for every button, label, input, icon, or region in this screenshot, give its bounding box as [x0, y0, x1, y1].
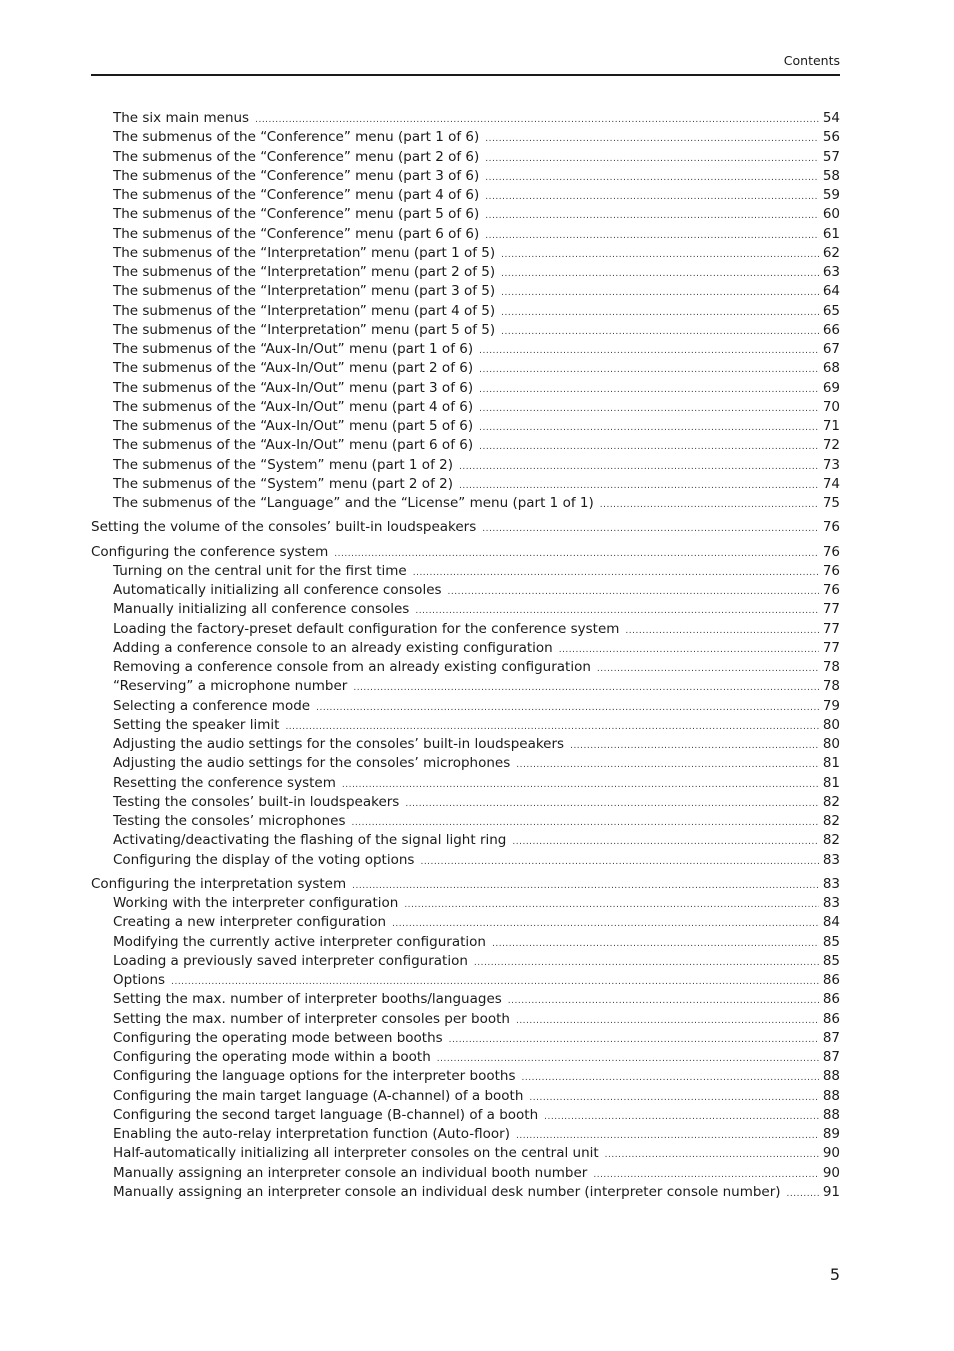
toc-subsection-entry[interactable] [91, 793, 840, 812]
toc-subsection-entry[interactable] [91, 359, 840, 378]
toc-dot-leader [501, 265, 819, 284]
toc-entry-page: 77 [822, 620, 840, 637]
toc-dot-leader [404, 896, 819, 915]
toc-entry-page: 71 [822, 418, 840, 434]
toc-entry-page: 90 [822, 1164, 840, 1181]
toc-entry-title: The submenus of the “Conference” menu (part 3 of 6) [113, 167, 480, 184]
header-rule [91, 74, 840, 76]
toc-entry-page: 76 [822, 562, 840, 579]
toc-dot-leader [597, 660, 819, 679]
toc-entry-title: Loading a previously saved interpreter configuration [113, 952, 468, 969]
toc-entry-page: 77 [822, 639, 840, 656]
toc-entry-page: 70 [822, 398, 840, 415]
toc-dot-leader [485, 169, 819, 188]
toc-entry-page: 76 [822, 582, 840, 598]
toc-subsection-entry[interactable] [91, 456, 840, 475]
toc-subsection-entry[interactable] [91, 1125, 840, 1144]
toc-dot-leader [485, 150, 819, 169]
toc-section-entry[interactable] [91, 543, 840, 562]
toc-entry-page: 66 [822, 321, 840, 338]
toc-entry-title: Configuring the language options for the interpreter booths [113, 1068, 516, 1085]
toc-dot-leader [559, 641, 819, 660]
toc-dot-leader [522, 1069, 819, 1088]
toc-entry-page: 65 [822, 302, 840, 319]
toc-subsection-entry[interactable] [91, 562, 840, 581]
toc-subsection-entry[interactable] [91, 263, 840, 282]
toc-entry-title: Setting the volume of the consoles’ built-in loudspeakers [91, 519, 477, 536]
toc-entry-page: 72 [822, 437, 840, 454]
toc-entry-title: “Reserving” a microphone number [113, 678, 348, 695]
toc-entry-page: 73 [822, 456, 840, 473]
toc-entry-title: Adding a conference console to an already existing configuration [113, 639, 553, 656]
toc-entry-title: Enabling the auto-relay interpretation function (Auto-floor) [113, 1126, 510, 1142]
toc-subsection-entry[interactable] [91, 990, 840, 1009]
toc-subsection-entry[interactable] [91, 894, 840, 913]
toc-entry-title: Configuring the operating mode within a booth [113, 1049, 431, 1065]
toc-entry-title: Resetting the conference system [113, 774, 336, 791]
toc-entry-title: Adjusting the audio settings for the consoles’ built-in loudspeakers [113, 736, 565, 752]
toc-entry-page: 85 [822, 933, 840, 950]
toc-entry-title: The submenus of the “Conference” menu (part 2 of 6) [113, 148, 480, 165]
toc-entry-title: Configuring the display of the voting options [113, 851, 415, 868]
toc-entry-title: Configuring the operating mode between booths [113, 1029, 443, 1046]
toc-dot-leader [479, 438, 819, 457]
toc-subsection-entry[interactable] [91, 1164, 840, 1183]
toc-dot-leader [482, 520, 819, 539]
toc-dot-leader [544, 1108, 819, 1127]
toc-entry-title: Half-automatically initializing all interpreter consoles on the central unit [113, 1145, 599, 1162]
toc-subsection-entry[interactable] [91, 494, 840, 513]
toc-entry-title: Manually initializing all conference consoles [113, 601, 410, 618]
toc-dot-leader [352, 877, 819, 896]
toc-dot-leader [508, 992, 819, 1011]
toc-dot-leader [516, 756, 819, 775]
toc-subsection-entry[interactable] [91, 436, 840, 455]
toc-dot-leader [501, 323, 819, 342]
toc-subsection-entry[interactable] [91, 167, 840, 186]
toc-subsection-entry[interactable] [91, 340, 840, 359]
toc-dot-leader [529, 1089, 818, 1108]
toc-subsection-entry[interactable] [91, 1087, 840, 1106]
toc-entry-page: 86 [822, 972, 840, 988]
toc-entry-page: 82 [822, 793, 840, 810]
toc-subsection-entry[interactable] [91, 109, 840, 128]
toc-entry-page: 68 [822, 360, 840, 377]
toc-entry-title: Turning on the central unit for the first time [113, 562, 407, 579]
toc-entry-title: Manually assigning an interpreter console an individual desk number (interpreter console number) [113, 1183, 781, 1200]
toc-subsection-entry[interactable] [91, 282, 840, 301]
toc-subsection-entry[interactable] [91, 1106, 840, 1125]
toc-subsection-entry[interactable] [91, 933, 840, 952]
toc-entry-page: 85 [822, 952, 840, 969]
toc-entry-title: Removing a conference console from an already existing configuration [113, 659, 591, 675]
toc-entry-page: 80 [822, 736, 840, 752]
toc-subsection-entry[interactable] [91, 1010, 840, 1029]
toc-subsection-entry[interactable] [91, 581, 840, 600]
toc-dot-leader [474, 954, 819, 973]
toc-entry-title: The submenus of the “Aux-In/Out” menu (part 4 of 6) [113, 398, 474, 415]
toc-dot-leader [449, 1031, 819, 1050]
toc-entry-title: The submenus of the “Interpretation” menu (part 3 of 5) [113, 283, 496, 300]
running-header: Contents [783, 53, 840, 68]
toc-entry-title: Configuring the main target language (A-channel) of a booth [113, 1087, 524, 1104]
toc-subsection-entry[interactable] [91, 1183, 840, 1202]
toc-subsection-entry[interactable] [91, 735, 840, 754]
toc-entry-title: The submenus of the “Aux-In/Out” menu (part 1 of 6) [113, 341, 474, 357]
toc-entry-page: 76 [822, 543, 840, 560]
toc-subsection-entry[interactable] [91, 913, 840, 932]
toc-entry-page: 69 [822, 379, 840, 396]
toc-dot-leader [353, 679, 818, 698]
toc-entry-title: Manually assigning an interpreter console an individual booth number [113, 1164, 588, 1181]
toc-entry-title: Activating/deactivating the flashing of the signal light ring [113, 832, 507, 849]
toc-subsection-entry[interactable] [91, 186, 840, 205]
toc-entry-page: 81 [822, 774, 840, 791]
toc-subsection-entry[interactable] [91, 1029, 840, 1048]
toc-subsection-entry[interactable] [91, 812, 840, 831]
toc-entry-page: 56 [822, 129, 840, 146]
table-of-contents [91, 109, 840, 1202]
toc-dot-leader [459, 458, 819, 477]
toc-subsection-entry[interactable] [91, 128, 840, 147]
toc-subsection-entry[interactable] [91, 677, 840, 696]
toc-entry-page: 60 [822, 206, 840, 223]
toc-entry-title: The submenus of the “Conference” menu (part 1 of 6) [113, 129, 480, 146]
toc-subsection-entry[interactable] [91, 148, 840, 167]
toc-entry-title: Adjusting the audio settings for the consoles’ microphones [113, 755, 511, 772]
toc-dot-leader [316, 699, 819, 718]
toc-subsection-entry[interactable] [91, 600, 840, 619]
toc-entry-page: 77 [822, 601, 840, 618]
toc-subsection-entry[interactable] [91, 831, 840, 850]
toc-entry-page: 63 [822, 264, 840, 280]
toc-entry-page: 87 [822, 1029, 840, 1046]
toc-section-entry[interactable] [91, 518, 840, 537]
toc-entry-page: 86 [822, 1010, 840, 1027]
toc-entry-title: Creating a new interpreter configuration [113, 914, 387, 931]
toc-dot-leader [512, 833, 818, 852]
toc-entry-page: 76 [822, 519, 840, 536]
toc-entry-title: The submenus of the “Interpretation” menu (part 5 of 5) [113, 321, 496, 338]
toc-entry-page: 57 [822, 148, 840, 165]
toc-dot-leader [570, 737, 819, 756]
toc-entry-page: 82 [822, 813, 840, 829]
toc-entry-title: The submenus of the “Interpretation” menu (part 4 of 5) [113, 302, 496, 319]
toc-entry-page: 78 [822, 659, 840, 675]
toc-subsection-entry[interactable] [91, 716, 840, 735]
toc-entry-title: Options [113, 972, 166, 988]
toc-entry-title: Setting the speaker limit [113, 716, 280, 733]
toc-subsection-entry[interactable] [91, 639, 840, 658]
page-number: 5 [829, 1265, 840, 1284]
toc-subsection-entry[interactable] [91, 205, 840, 224]
toc-dot-leader [485, 227, 819, 246]
toc-entry-title: Testing the consoles’ built-in loudspeakers [113, 793, 400, 810]
toc-entry-page: 91 [822, 1183, 840, 1200]
toc-entry-title: Working with the interpreter configuration [113, 895, 399, 911]
toc-dot-leader [479, 342, 819, 361]
toc-entry-title: The submenus of the “Conference” menu (part 5 of 6) [113, 206, 480, 223]
toc-entry-page: 81 [822, 755, 840, 772]
toc-entry-page: 84 [822, 914, 840, 931]
toc-subsection-entry[interactable] [91, 851, 840, 870]
toc-subsection-entry[interactable] [91, 244, 840, 263]
toc-entry-page: 75 [822, 495, 840, 511]
toc-entry-page: 83 [822, 895, 840, 911]
toc-entry-page: 86 [822, 991, 840, 1008]
toc-entry-title: Loading the factory-preset default configuration for the conference system [113, 620, 620, 637]
toc-subsection-entry[interactable] [91, 321, 840, 340]
toc-entry-title: Setting the max. number of interpreter consoles per booth [113, 1010, 510, 1027]
toc-subsection-entry[interactable] [91, 302, 840, 321]
toc-dot-leader [413, 564, 819, 583]
toc-entry-page: 82 [822, 832, 840, 849]
toc-entry-title: The submenus of the “Aux-In/Out” menu (part 6 of 6) [113, 437, 474, 454]
toc-entry-page: 87 [822, 1049, 840, 1065]
toc-entry-title: Testing the consoles’ microphones [113, 813, 346, 829]
toc-entry-page: 74 [822, 475, 840, 492]
toc-entry-title: The submenus of the “Interpretation” menu (part 1 of 5) [113, 244, 496, 261]
toc-subsection-entry[interactable] [91, 475, 840, 494]
toc-entry-title: The submenus of the “System” menu (part 1 of 2) [113, 456, 453, 473]
toc-dot-leader [448, 583, 819, 602]
toc-entry-title: Setting the max. number of interpreter booths/languages [113, 991, 502, 1008]
toc-entry-page: 64 [822, 283, 840, 300]
toc-dot-leader [485, 207, 819, 226]
toc-entry-title: Modifying the currently active interpreter configuration [113, 933, 486, 950]
toc-dot-leader [787, 1185, 819, 1204]
toc-entry-title: The submenus of the “Aux-In/Out” menu (part 3 of 6) [113, 379, 474, 396]
toc-entry-title: The submenus of the “Language” and the “License” menu (part 1 of 1) [113, 495, 594, 511]
toc-entry-page: 90 [822, 1145, 840, 1162]
toc-entry-title: The submenus of the “System” menu (part 2 of 2) [113, 475, 453, 492]
toc-dot-leader [334, 545, 819, 564]
toc-entry-title: The submenus of the “Aux-In/Out” menu (part 5 of 6) [113, 418, 474, 434]
toc-entry-page: 88 [822, 1087, 840, 1104]
toc-dot-leader [479, 419, 819, 438]
toc-dot-leader [605, 1146, 819, 1165]
toc-dot-leader [501, 284, 819, 303]
toc-entry-title: Automatically initializing all conference consoles [113, 582, 442, 598]
toc-entry-page: 89 [822, 1126, 840, 1142]
toc-entry-title: The six main menus [113, 110, 250, 126]
toc-subsection-entry[interactable] [91, 398, 840, 417]
toc-entry-title: Configuring the conference system [91, 543, 329, 560]
toc-entry-title: The submenus of the “Conference” menu (part 4 of 6) [113, 187, 480, 203]
toc-subsection-entry[interactable] [91, 620, 840, 639]
toc-dot-leader [501, 246, 819, 265]
toc-dot-leader [485, 188, 819, 207]
toc-entry-page: 54 [822, 110, 840, 126]
toc-subsection-entry[interactable] [91, 225, 840, 244]
toc-dot-leader [479, 361, 819, 380]
toc-entry-page: 79 [822, 697, 840, 714]
toc-entry-page: 78 [822, 678, 840, 695]
toc-subsection-entry[interactable] [91, 697, 840, 716]
toc-dot-leader [420, 853, 818, 872]
toc-subsection-entry[interactable] [91, 952, 840, 971]
toc-dot-leader [479, 400, 819, 419]
toc-entry-title: Configuring the interpretation system [91, 875, 347, 892]
toc-subsection-entry[interactable] [91, 754, 840, 773]
toc-entry-title: The submenus of the “Aux-In/Out” menu (part 2 of 6) [113, 360, 474, 377]
toc-entry-page: 59 [822, 187, 840, 203]
toc-entry-page: 83 [822, 875, 840, 892]
toc-dot-leader [625, 622, 818, 641]
toc-dot-leader [485, 130, 819, 149]
toc-subsection-entry[interactable] [91, 379, 840, 398]
toc-subsection-entry[interactable] [91, 971, 840, 990]
toc-entry-title: The submenus of the “Conference” menu (part 6 of 6) [113, 225, 480, 242]
toc-subsection-entry[interactable] [91, 774, 840, 793]
toc-dot-leader [342, 776, 819, 795]
toc-subsection-entry[interactable] [91, 417, 840, 436]
toc-subsection-entry[interactable] [91, 658, 840, 677]
toc-dot-leader [479, 381, 819, 400]
toc-entry-page: 67 [822, 341, 840, 357]
toc-dot-leader [501, 304, 819, 323]
toc-entry-page: 83 [822, 851, 840, 868]
toc-entry-page: 58 [822, 167, 840, 184]
toc-entry-title: Selecting a conference mode [113, 697, 311, 714]
toc-entry-title: The submenus of the “Interpretation” menu (part 2 of 5) [113, 264, 496, 280]
toc-entry-page: 62 [822, 244, 840, 261]
toc-dot-leader [492, 935, 819, 954]
toc-section-entry[interactable] [91, 875, 840, 894]
toc-subsection-entry[interactable] [91, 1144, 840, 1163]
toc-dot-leader [600, 496, 819, 515]
toc-subsection-entry[interactable] [91, 1067, 840, 1086]
toc-subsection-entry[interactable] [91, 1048, 840, 1067]
toc-dot-leader [516, 1012, 819, 1031]
toc-entry-page: 88 [822, 1068, 840, 1085]
toc-entry-page: 88 [822, 1106, 840, 1123]
toc-entry-page: 80 [822, 716, 840, 733]
toc-dot-leader [405, 795, 818, 814]
toc-entry-title: Configuring the second target language (B-channel) of a booth [113, 1106, 539, 1123]
toc-entry-page: 61 [822, 225, 840, 242]
